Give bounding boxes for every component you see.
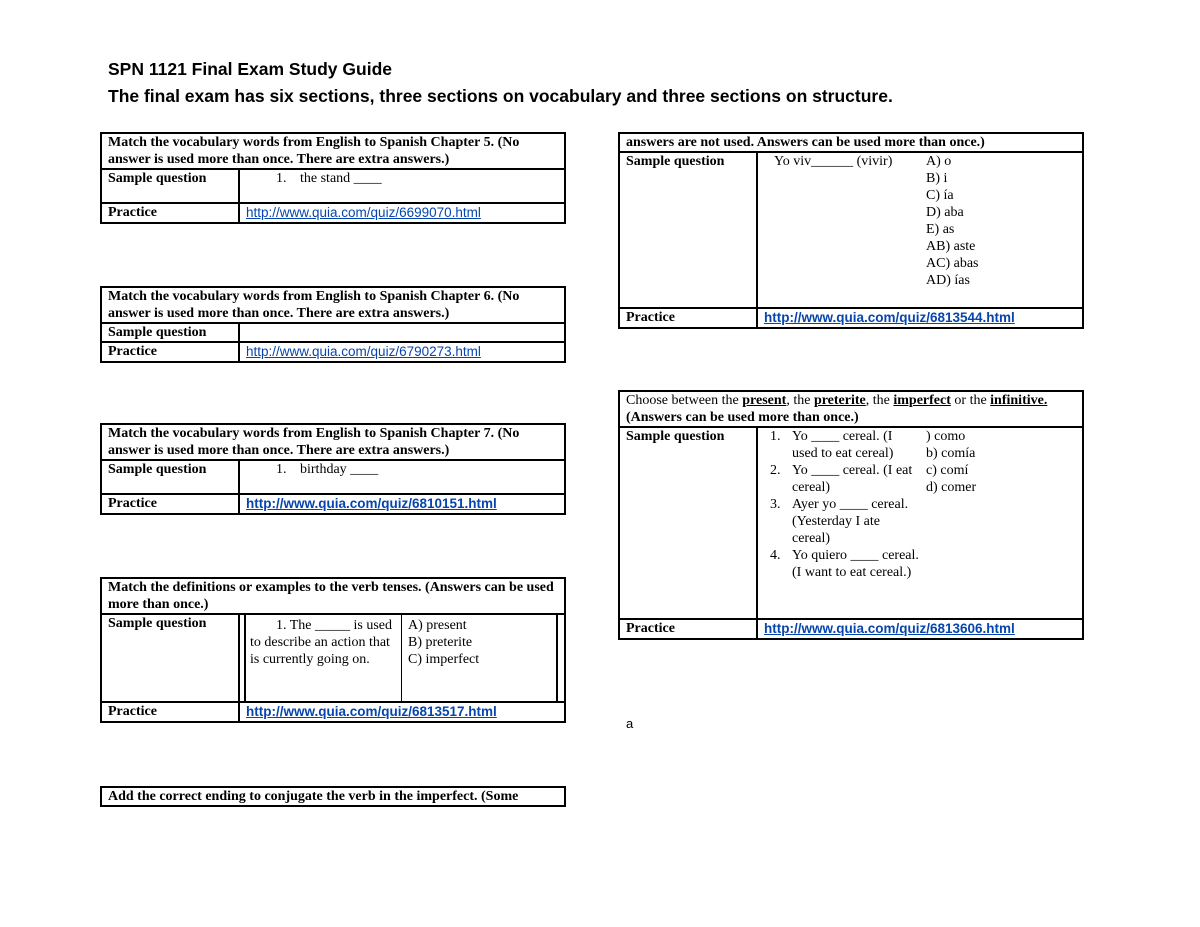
verb-tenses-instruction: Match the definitions or examples to the verb tenses. (Answers can be used more than once.) <box>101 578 565 614</box>
imperfect-sample <box>757 152 1083 308</box>
chapter7-practice-link[interactable]: http://www.quia.com/quiz/6810151.html <box>246 496 497 511</box>
practice-label: Practice <box>101 203 239 223</box>
question-list <box>764 428 920 581</box>
sample-text: The _____ is used to describe an action that is currently going on. <box>250 618 393 667</box>
chapter5-instruction: Match the vocabulary words from English to Spanish Chapter 5. (No answer is used more than once. There are extra answers.) <box>101 133 565 169</box>
instr-tail: (Answers can be used more than once.) <box>626 410 859 425</box>
option-comer: d) comer <box>926 480 977 495</box>
option-present: A) present <box>408 618 467 633</box>
sample-question-label: Sample question <box>619 152 757 308</box>
sample-number: 1. <box>276 462 287 477</box>
choose-practice-link[interactable]: http://www.quia.com/quiz/6813606.html <box>764 621 1015 636</box>
instr-sep: , the <box>865 393 894 408</box>
sample-question-label: Sample question <box>101 614 239 702</box>
option-como: ) como <box>926 429 966 444</box>
question-number: 4. <box>770 548 781 563</box>
word-present: present <box>742 393 787 408</box>
chapter5-practice-link[interactable]: http://www.quia.com/quiz/6699070.html <box>246 205 481 220</box>
chapter5-sample <box>239 169 565 203</box>
option-c: C) ía <box>926 188 954 203</box>
chapter6-vocab-table <box>100 286 566 363</box>
question-item <box>770 547 920 581</box>
option-ad: AD) ías <box>926 273 970 288</box>
chapter6-sample-empty <box>239 323 565 342</box>
question-text: Ayer yo ____ cereal. (Yesterday I ate cereal) <box>792 497 909 546</box>
word-preterite: preterite <box>813 393 866 408</box>
choose-sample <box>757 427 1083 619</box>
option-e: E) as <box>926 222 955 237</box>
practice-label: Practice <box>101 494 239 514</box>
question-number: 2. <box>770 463 781 478</box>
chapter6-practice-link[interactable]: http://www.quia.com/quiz/6790273.html <box>246 344 481 359</box>
option-ac: AC) abas <box>926 256 979 271</box>
chapter7-instruction: Match the vocabulary words from English to Spanish Chapter 7. (No answer is used more than once. There are extra answers.) <box>101 424 565 460</box>
stray-letter: a <box>626 716 634 731</box>
sample-text: Yo viv______ (vivir) <box>774 154 893 169</box>
page-title: SPN 1121 Final Exam Study Guide <box>108 59 392 79</box>
option-comi: c) comí <box>926 463 969 478</box>
question-number: 3. <box>770 497 781 512</box>
sample-question-label: Sample question <box>101 169 239 203</box>
sample-number: 1. <box>276 171 287 186</box>
word-infinitive: infinitive. <box>990 393 1048 408</box>
practice-label: Practice <box>101 702 239 722</box>
ending-options <box>926 153 979 289</box>
option-b: B) i <box>926 171 948 186</box>
verb-tenses-practice-link[interactable]: http://www.quia.com/quiz/6813517.html <box>246 704 497 719</box>
sample-question-label: Sample question <box>101 323 239 342</box>
question-text: Yo ____ cereal. (I used to eat cereal) <box>792 429 894 461</box>
verb-tenses-sample <box>239 614 565 702</box>
imperfect-endings-table-start <box>100 786 566 807</box>
sample-text: birthday ____ <box>300 462 379 477</box>
sample-question-label: Sample question <box>619 427 757 619</box>
question-item <box>770 428 920 462</box>
instr-text: Choose between the <box>626 393 743 408</box>
chapter5-vocab-table <box>100 132 566 224</box>
instr-sep: or the <box>950 393 991 408</box>
imperfect-endings-table <box>618 132 1084 329</box>
imperfect-practice-link[interactable]: http://www.quia.com/quiz/6813544.html <box>764 310 1015 325</box>
chapter7-sample <box>239 460 565 494</box>
choose-instruction <box>619 391 1083 427</box>
page-subtitle: The final exam has six sections, three sections on vocabulary and three sections on structure. <box>108 86 893 106</box>
question-text: Yo quiero ____ cereal. (I want to eat cereal.) <box>792 548 919 580</box>
chapter6-instruction: Match the vocabulary words from English to Spanish Chapter 6. (No answer is used more than once. There are extra answers.) <box>101 287 565 323</box>
sample-question-label: Sample question <box>101 460 239 494</box>
practice-label: Practice <box>619 308 757 328</box>
option-ab: AB) aste <box>926 239 976 254</box>
option-comia: b) comía <box>926 446 976 461</box>
practice-label: Practice <box>101 342 239 362</box>
question-number: 1. <box>770 429 781 444</box>
question-text: Yo ____ cereal. (I eat cereal) <box>792 463 913 495</box>
choose-tense-table <box>618 390 1084 640</box>
option-a: A) o <box>926 154 952 169</box>
chapter7-vocab-table <box>100 423 566 515</box>
option-imperfect: C) imperfect <box>408 652 480 667</box>
option-preterite: B) preterite <box>408 635 473 650</box>
question-item <box>770 496 920 547</box>
sample-text: the stand ____ <box>300 171 382 186</box>
tense-options <box>402 615 485 701</box>
sample-number: 1. <box>276 618 287 633</box>
instr-sep: , the <box>786 393 814 408</box>
option-d: D) aba <box>926 205 964 220</box>
verb-tenses-table <box>100 577 566 723</box>
practice-label: Practice <box>619 619 757 639</box>
choose-options <box>920 428 976 581</box>
imperfect-instruction: answers are not used. Answers can be used more than once.) <box>619 133 1083 152</box>
imperfect-instruction-start: Add the correct ending to conjugate the verb in the imperfect. (Some <box>101 787 565 806</box>
word-imperfect: imperfect <box>893 393 951 408</box>
question-item <box>770 462 920 496</box>
